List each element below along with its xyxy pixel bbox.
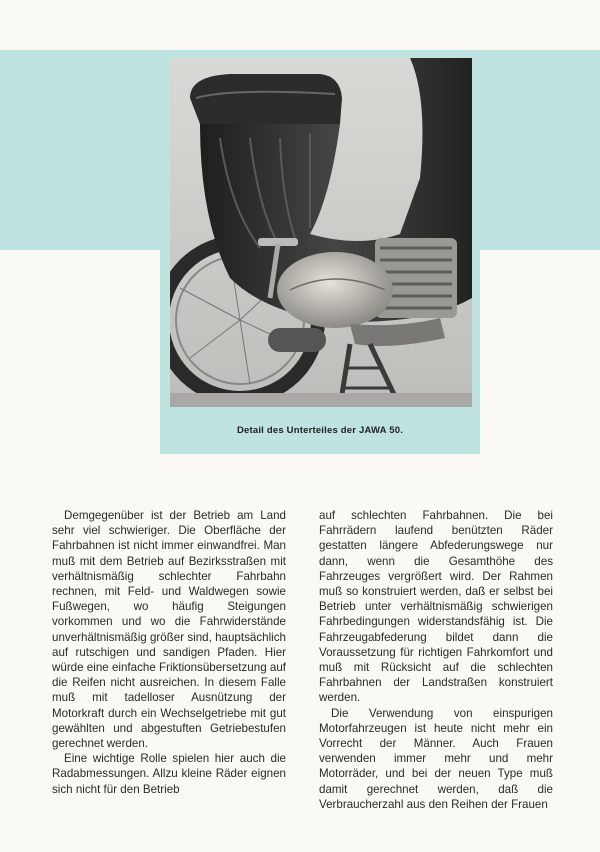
paragraph: auf schlechten Fahrbahnen. Die bei Fahrrädern laufend benützten Räder gestatten längere Abfederungswege nur dann, wenn die Gesamthöhe des Fahrzeuges vergrößert wird. Der Rahmen muß so konstruiert werden, daß er selbst bei Betrieb unter verhältnismäßig schwierigen Fahrbedingungen widerstandsfähig ist. Die Fahrzeugabfederung bildet dann die Voraussetzung für richtigen Fahrkomfort und muß mit Rücksicht auf die schlechten Fahrbahnen der Landstraßen konstruiert werden. <box>319 509 553 705</box>
figure <box>160 52 480 454</box>
figure-caption: Detail des Unterteiles der JAWA 50. <box>236 425 404 436</box>
paragraph: Die Verwendung von einspurigen Motorfahrzeugen ist heute nicht mehr ein Vorrecht der Männer. Auch Frauen verwenden immer mehr und mehr Motorräder, und bei der neuen Type muß damit gerechnet werden, daß die Verbraucherzahl aus den Reihen der Frauen <box>319 706 553 811</box>
paragraph: Eine wichtige Rolle spielen hier auch die Radabmessungen. Allzu kleine Räder eignen sich nicht für den Betrieb <box>52 752 286 796</box>
text-column-left <box>52 508 286 797</box>
text-column-right <box>319 508 553 812</box>
paragraph: Demgegenüber ist der Betrieb am Land sehr viel schwieriger. Die Oberfläche der Fahrbahnen ist nicht immer einwandfrei. Man muß mit dem Betrieb auf Bezirksstraßen mit verhältnismäßig schlechter Fahrbahn rechnen, mit Feld- und Waldwegen sowie Fußwegen, wo häufig Steigungen vorkommen und wo die Fahrwiderstände unverhältnismäßig größer sind, hauptsächlich auf rutschigen und sandigen Pfaden. Hier würde eine einfache Friktionsübersetzung auf die Reifen nicht ausreichen. In diesem Falle muß mit tadelloser Ausnützung der Motorkraft durch ein Wechselgetriebe mit gut gewählten und abgestuften Getriebestufen gerechnet werden. <box>52 509 286 751</box>
motorcycle-photo <box>170 58 472 407</box>
